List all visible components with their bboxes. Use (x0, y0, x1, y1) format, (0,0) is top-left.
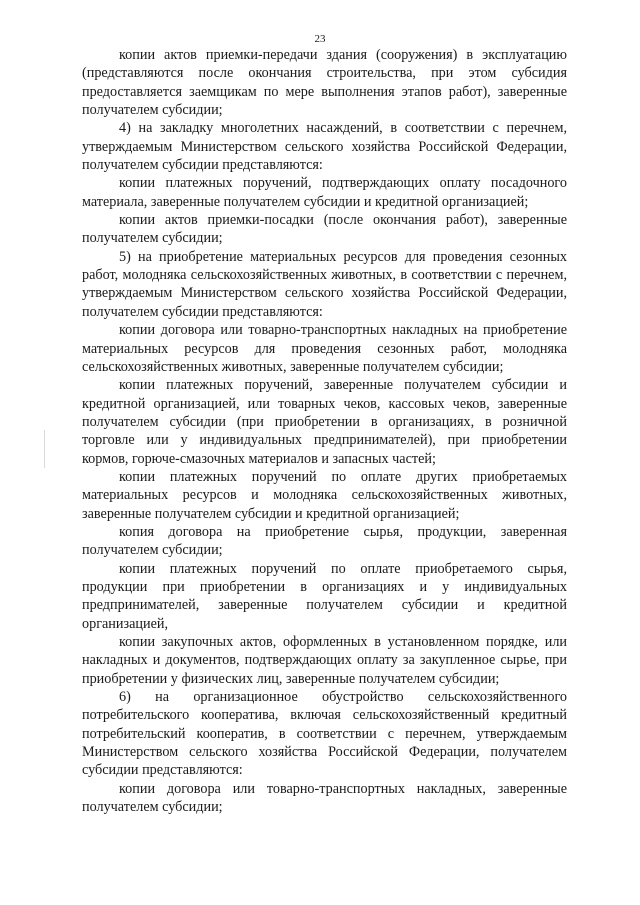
paragraph-payment-orders-planting-material: копии платежных поручений, подтверждающих оплату посадочного материала, заверенные получателем субсидии и кредитной организацией; (82, 175, 567, 210)
paragraph-payment-orders-raw-materials: копии платежных поручений по оплате приобретаемого сырья, продукции при приобретении в организациях и у индивидуальных предпринимателей, заверенные получателем субсидии и кредитной организацией, (82, 560, 567, 632)
paragraph-cooperative-contract-or-waybills: копии договора или товарно-транспортных накладных, заверенные получателем субсидии; (82, 780, 567, 816)
paragraph-acceptance-acts: копии актов приемки-передачи здания (сооружения) в эксплуатацию (представляются после окончания строительства, при этом субсидия предоставляется заемщикам по мере выполнения этапов работ), заверенные получателем субсидии; (82, 47, 567, 119)
paragraph-contract-or-waybills: копии договора или товарно-транспортных накладных на приобретение материальных ресурсов для проведения сезонных работ, молодняка сельскохозяйственных животных, заверенные получателем субсидии; (82, 322, 567, 375)
scan-margin-mark (44, 430, 45, 468)
paragraph-planting-acceptance-acts: копии актов приемки-посадки (после окончания работ), заверенные получателем субсидии; (82, 212, 567, 247)
paragraph-payment-orders-or-receipts: копии платежных поручений, заверенные получателем субсидии и кредитной организацией, или товарных чеков, кассовых чеков, заверенные получателем субсидии (при приобретении в организациях, в розничной торговле или у индивидуальных предпринимателей), при приобретении кормов, горюче-смазочных материалов и запасных частей; (82, 377, 567, 467)
paragraph-item-6-cooperative: 6) на организационное обустройство сельскохозяйственного потребительского кооператива, включая сельскохозяйственный кредитный потребительский кооператив, в соответствии с перечнем, утверждаемым Министерством сельского хозяйства Российской Федерации, получателем субсидии представляются: (82, 689, 567, 779)
paragraph-item-5-material-resources: 5) на приобретение материальных ресурсов для проведения сезонных работ, молодняка сельскохозяйственных животных, в соответствии с перечнем, утверждаемым Министерством сельского хозяйства Российской Федерации, получателем субсидии представляются: (82, 248, 567, 320)
document-body (82, 46, 567, 816)
paragraph-item-4-perennial-plantings: 4) на закладку многолетних насаждений, в соответствии с перечнем, утверждаемым Министерством сельского хозяйства Российской Федерации, получателем субсидии представляются: (82, 120, 567, 174)
paragraph-purchase-acts: копии закупочных актов, оформленных в установленном порядке, или накладных и документов, подтверждающих оплату за закупленное сырье, при приобретении у физических лиц, заверенные получателем субсидии; (82, 634, 567, 687)
paragraph-payment-orders-other-resources: копии платежных поручений по оплате других приобретаемых материальных ресурсов и молодняка сельскохозяйственных животных, заверенные получателем субсидии и кредитной организацией; (82, 468, 567, 522)
page-number: 23 (314, 33, 326, 45)
paragraph-raw-materials-contract: копия договора на приобретение сырья, продукции, заверенная получателем субсидии; (82, 523, 567, 559)
